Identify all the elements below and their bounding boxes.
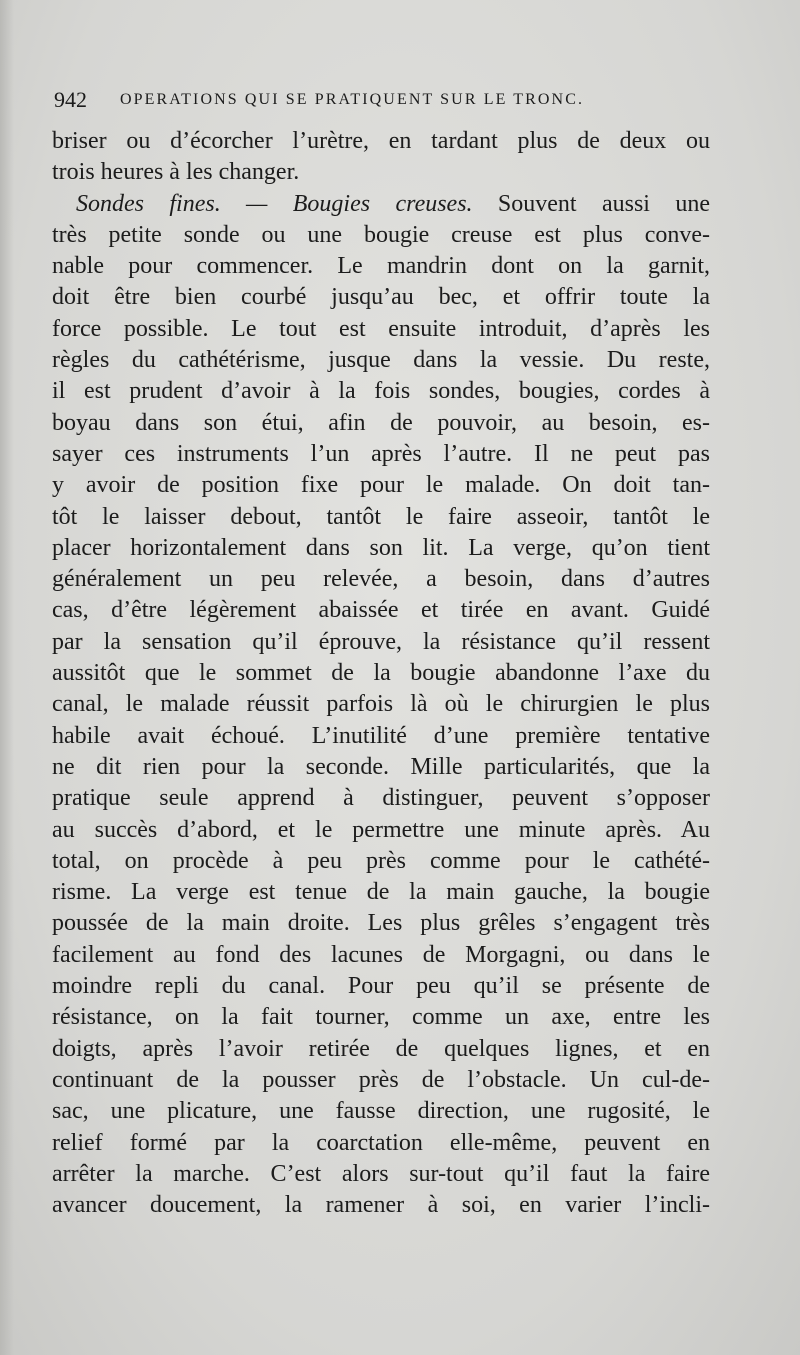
text-line: placer horizontalement dans son lit. La verge, qu’on tient: [52, 534, 710, 561]
text-line: briser ou d’écorcher l’urètre, en tardant plus de deux ou: [52, 128, 710, 154]
text-line: moindre repli du canal. Pour peu qu’il se présente de: [52, 973, 710, 1000]
text-line: ne dit rien pour la seconde. Mille particularités, que la: [52, 753, 710, 780]
text-line: relief formé par la coarctation elle-même, peuvent en: [52, 1129, 710, 1156]
text-line: continuant de la pousser près de l’obstacle. Un cul-de-: [52, 1066, 710, 1093]
text-line: il est prudent d’avoir à la fois sondes, bougies, cordes à: [52, 378, 710, 405]
page-header: [54, 86, 714, 114]
text-line: résistance, on la fait tourner, comme un axe, entre les: [52, 1004, 710, 1031]
text-line: force possible. Le tout est ensuite introduit, d’après les: [52, 315, 710, 342]
page-number: 942: [54, 87, 87, 112]
text-line: pratique seule apprend à distinguer, peuvent s’opposer: [52, 785, 710, 812]
text-line: tôt le laisser debout, tantôt le faire asseoir, tantôt le: [52, 503, 710, 530]
text-line: par la sensation qu’il éprouve, la résistance qu’il ressent: [52, 628, 710, 655]
text-line: très petite sonde ou une bougie creuse est plus conve-: [52, 221, 710, 248]
text-segment: Souvent aussi une: [472, 190, 710, 217]
text-line: sac, une plicature, une fausse direction, une rugosité, le: [52, 1098, 710, 1125]
text-line: règles du cathétérisme, jusque dans la vessie. Du reste,: [52, 347, 710, 374]
text-line: risme. La verge est tenue de la main gauche, la bougie: [52, 879, 710, 906]
paragraph-start-line: [52, 189, 710, 220]
page-edge-shadow: [0, 0, 14, 1355]
text-line: y avoir de position fixe pour le malade. On doit tan-: [52, 472, 710, 499]
text-line: total, on procède à peu près comme pour le cathété-: [52, 847, 710, 874]
text-line: canal, le malade réussit parfois là où le chirurgien le plus: [52, 691, 710, 718]
text-line: habile avait échoué. L’inutilité d’une première tentative: [52, 722, 710, 749]
text-line: généralement un peu relevée, a besoin, dans d’autres: [52, 566, 710, 593]
text-line: doit être bien courbé jusqu’au bec, et offrir toute la: [52, 284, 710, 311]
text-line: au succès d’abord, et le permettre une minute après. Au: [52, 816, 710, 843]
section-heading: Sondes fines. — Bougies creuses.: [76, 190, 473, 217]
text-line: poussée de la main droite. Les plus grêles s’engagent très: [52, 910, 710, 937]
text-line: cas, d’être légèrement abaissée et tirée en avant. Guidé: [52, 597, 710, 624]
text-line: aussitôt que le sommet de la bougie abandonne l’axe du: [52, 660, 710, 687]
text-line: sayer ces instruments l’un après l’autre. Il ne peut pas: [52, 440, 710, 467]
text-line: arrêter la marche. C’est alors sur-tout qu’il faut la faire: [52, 1160, 710, 1187]
text-line: doigts, après l’avoir retirée de quelques lignes, et en: [52, 1035, 710, 1062]
text-line: facilement au fond des lacunes de Morgagni, ou dans le: [52, 941, 710, 968]
text-line: trois heures à les changer.: [52, 159, 300, 186]
running-head: OPERATIONS QUI SE PRATIQUENT SUR LE TRONC.: [120, 91, 585, 108]
body-text: [52, 126, 710, 1221]
text-line: boyau dans son étui, afin de pouvoir, au besoin, es-: [52, 409, 710, 436]
text-line: nable pour commencer. Le mandrin dont on la garnit,: [52, 253, 710, 280]
text-line: avancer doucement, la ramener à soi, en varier l’incli-: [52, 1192, 710, 1219]
